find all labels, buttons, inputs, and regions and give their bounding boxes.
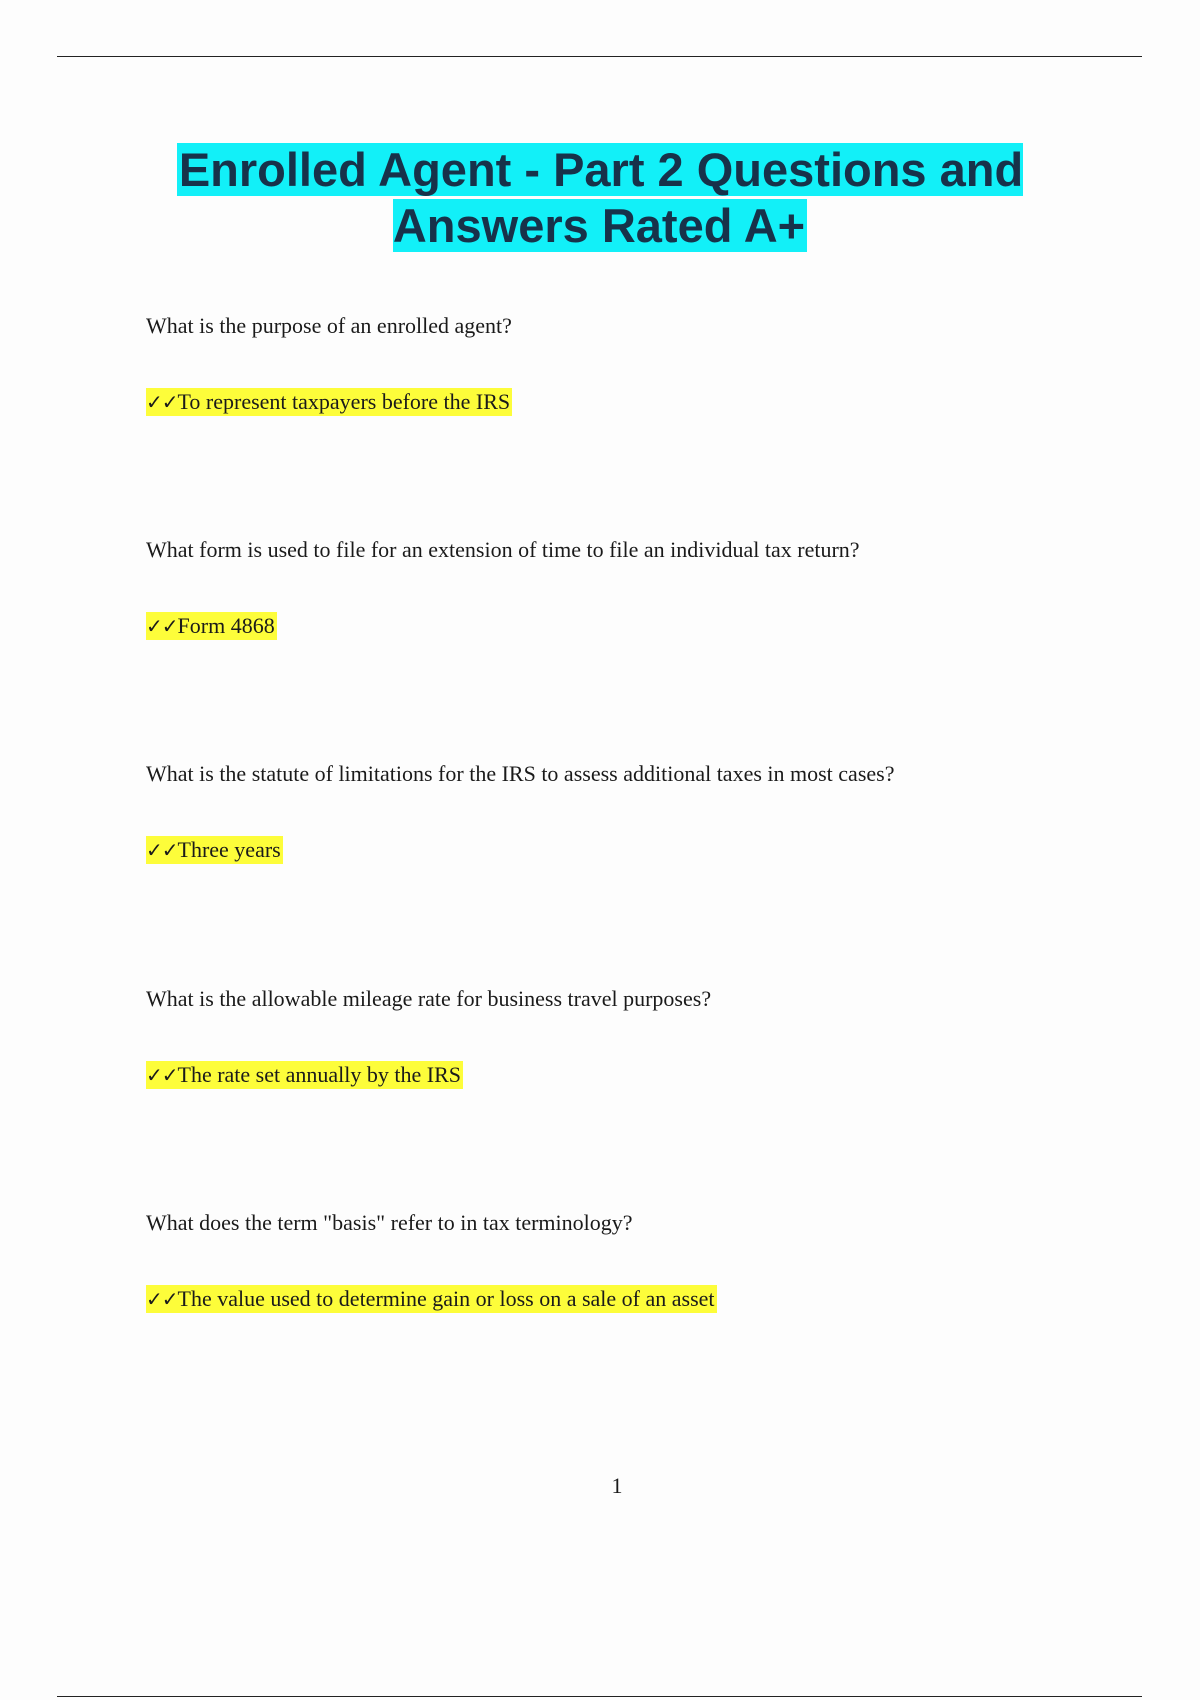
question-3: What is the statute of limitations for the IRS to assess additional taxes in most cases?: [146, 761, 895, 786]
double-check-icon: ✓✓: [146, 1063, 178, 1087]
qa-item-5: [146, 1209, 1106, 1311]
answer-1-text: To represent taxpayers before the IRS: [177, 389, 511, 414]
double-check-icon: ✓✓: [146, 614, 178, 638]
answer-5-text: The value used to determine gain or loss on a sale of an asset: [177, 1286, 715, 1311]
question-2: What form is used to file for an extension of time to file an individual tax return?: [146, 537, 860, 562]
answer-2-text: Form 4868: [177, 613, 275, 638]
document-title: [100, 142, 1100, 254]
bottom-rule: [57, 1696, 1142, 1697]
question-4: What is the allowable mileage rate for business travel purposes?: [146, 986, 712, 1011]
question-1: What is the purpose of an enrolled agent?: [146, 313, 512, 338]
answer-4-text: The rate set annually by the IRS: [177, 1062, 461, 1087]
answer-3-text: Three years: [177, 837, 281, 862]
double-check-icon: ✓✓: [146, 390, 178, 414]
double-check-icon: ✓✓: [146, 1287, 178, 1311]
answer-1: [146, 388, 512, 416]
qa-item-2: [146, 536, 1106, 638]
qa-item-1: [146, 312, 1106, 414]
answer-3: [146, 836, 283, 864]
answer-2: [146, 612, 277, 640]
page-number: 1: [611, 1473, 623, 1498]
answer-4: [146, 1061, 463, 1089]
qa-item-4: [146, 985, 1106, 1087]
qa-item-3: [146, 760, 1106, 862]
question-5: What does the term "basis" refer to in tax terminology?: [146, 1210, 633, 1235]
answer-5: [146, 1285, 717, 1313]
top-rule: [57, 56, 1142, 57]
double-check-icon: ✓✓: [146, 838, 178, 862]
document-title-text: Enrolled Agent - Part 2 Questions and Answers Rated A+: [178, 143, 1024, 252]
